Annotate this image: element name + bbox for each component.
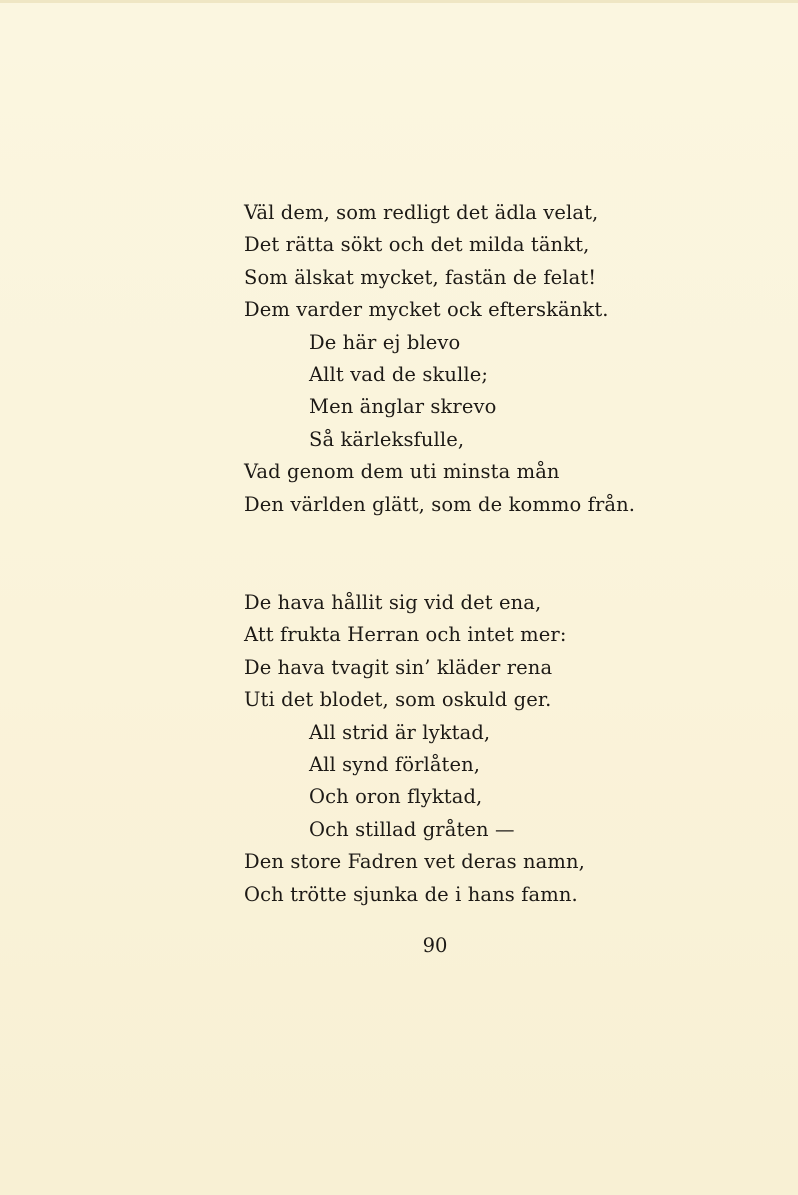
poem-line-indented: All synd förlåten,: [309, 752, 481, 776]
poem-line: Det rätta sökt och det milda tänkt,: [244, 233, 590, 257]
poem-line-indented: Och stillad gråten —: [309, 817, 515, 841]
poem-line: Och trötte sjunka de i hans famn.: [244, 882, 578, 906]
poem-line: Den världen glätt, som de kommo från.: [244, 492, 636, 516]
page-top-edge: [0, 0, 798, 3]
poem-line-indented: Så kärleksfulle,: [309, 427, 465, 451]
poem-line-indented: Och oron flyktad,: [309, 785, 483, 809]
poem-line-indented: Allt vad de skulle;: [309, 362, 488, 386]
poem-line: Vad genom dem uti minsta mån: [244, 460, 560, 484]
poem-line: Som älskat mycket, fastän de felat!: [244, 265, 597, 289]
poem-line: Väl dem, som redligt det ädla velat,: [244, 201, 599, 224]
poem-line: Dem varder mycket ock efterskänkt.: [244, 298, 609, 322]
stanza-2: [244, 587, 764, 911]
poem-line: Den store Fadren vet deras namn,: [244, 850, 585, 874]
poem-line: De hava tvagit sin’ kläder rena: [244, 655, 553, 679]
page-number: 90: [422, 934, 448, 957]
poem-line: Att frukta Herran och intet mer:: [244, 623, 567, 647]
poem-line-indented: All strid är lyktad,: [309, 720, 491, 744]
poem-line: Uti det blodet, som oskuld ger.: [244, 688, 552, 712]
poem-line: De hava hållit sig vid det ena,: [244, 591, 542, 614]
poem-line-indented: De här ej blevo: [309, 330, 461, 354]
poem-line-indented: Men änglar skrevo: [309, 395, 497, 419]
stanza-1: [244, 197, 764, 521]
